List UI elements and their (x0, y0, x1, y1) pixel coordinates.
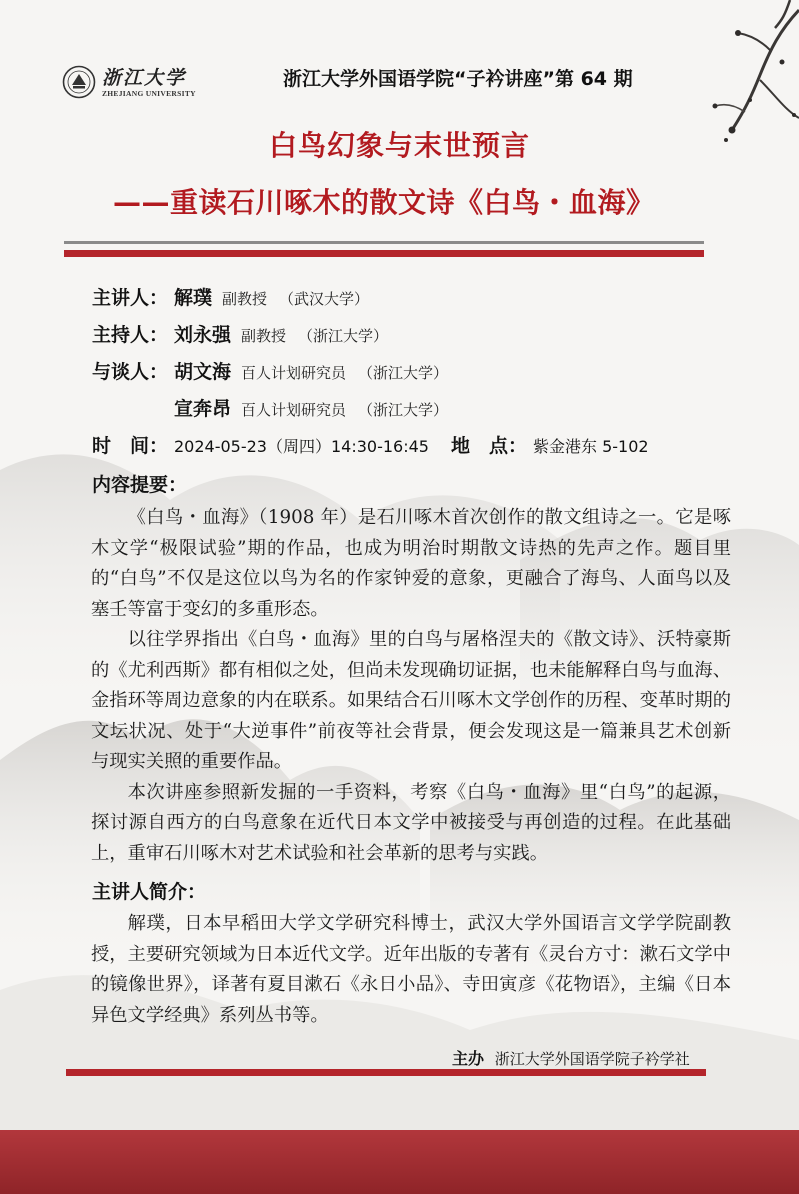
university-logo (62, 62, 212, 102)
divider-thin (64, 241, 704, 244)
bio-heading: 主讲人简介： (92, 881, 207, 903)
person-name: 刘永强 (174, 324, 232, 346)
person-institution: （浙江大学） (358, 364, 449, 382)
person-title: 副教授 (222, 290, 268, 308)
organizer-label: 主办 (452, 1049, 485, 1068)
abstract-paragraph: 以往学界指出《白鸟・血海》里的白鸟与屠格涅夫的《散文诗》、沃特豪斯的《尤利西斯》都有相似之处，但尚未发现确切证据，也未能解释白鸟与血海、金指环等周边意象的内在联系。如果结合石川啄木文学创作的历程、变革时期的文坛状况、处于“大逆事件”前夜等社会背景，便会发现这是一篇兼具艺术创新与现实关照的重要作品。 (91, 629, 731, 772)
abstract-body (91, 503, 731, 869)
person-institution: （武汉大学） (279, 290, 370, 308)
organizer-line (452, 1046, 690, 1069)
person-title: 百人计划研究员 (241, 401, 347, 419)
person-title: 副教授 (241, 327, 287, 345)
divider-red-bottom (66, 1069, 706, 1076)
abstract-heading: 内容提要： (92, 474, 188, 496)
time-value: 2024-05-23（周四）14:30-16:45 (174, 437, 429, 456)
university-seal-icon (62, 65, 96, 99)
person-role-label: 主讲人： (92, 287, 169, 309)
lecture-subtitle: ——重读石川啄木的散文诗《白鸟・血海》 (113, 186, 655, 219)
person-row-host (92, 320, 772, 357)
person-name: 胡文海 (174, 361, 232, 383)
bio-body (91, 909, 731, 1031)
bio-paragraph: 解璞，日本早稻田大学文学研究科博士，武汉大学外国语言文学学院副教授，主要研究领域为日本近代文学。近年出版的专著有《灵台方寸：漱石文学中的镜像世界》，译著有夏目漱石《永日小品》、寺田寅彦《花物语》，主编《日本异色文学经典》系列丛书等。 (91, 913, 731, 1026)
person-row-discussant (92, 394, 772, 431)
bottom-color-band (0, 1130, 799, 1194)
person-institution: （浙江大学） (358, 401, 449, 419)
person-name: 解璞 (174, 287, 213, 309)
schedule-row (92, 431, 772, 468)
person-title: 百人计划研究员 (241, 364, 347, 382)
lecture-series-title: 浙江大学外国语学院“子衿讲座”第 64 期 (283, 68, 633, 90)
person-institution: （浙江大学） (298, 327, 389, 345)
abstract-paragraph: 本次讲座参照新发掘的一手资料，考察《白鸟・血海》里“白鸟”的起源，探讨源自西方的白鸟意象在近代日本文学中被接受与再创造的过程。在此基础上，重审石川啄木对艺术试验和社会革新的思考与实践。 (91, 781, 731, 864)
time-label: 时 间： (92, 435, 169, 457)
organizer-name: 浙江大学外国语学院子衿学社 (494, 1050, 690, 1068)
person-name: 宣奔昂 (174, 398, 232, 420)
abstract-paragraph: 《白鸟・血海》（1908 年）是石川啄木首次创作的散文组诗之一。它是啄木文学“极限试验”期的作品，也成为明治时期散文诗热的先声之作。题目里的“白鸟”不仅是这位以鸟为名的作家钟爱的意象，更融合了海鸟、人面鸟以及塞壬等富于变幻的多重形态。 (91, 507, 731, 620)
place-value: 紫金港东 5-102 (533, 437, 649, 456)
person-row-discussant (92, 357, 772, 394)
divider-red (64, 250, 704, 257)
logo-english-name: ZHEJIANG UNIVERSITY (102, 88, 196, 98)
logo-chinese-name: 浙江大学 (102, 66, 187, 89)
lecture-main-title: 白鸟幻象与末世预言 (268, 129, 530, 162)
speaker-list (92, 283, 772, 468)
person-role-label: 主持人： (92, 324, 169, 346)
place-label: 地 点： (450, 435, 527, 457)
person-row-speaker (92, 283, 772, 320)
person-role-label: 与谈人： (92, 361, 169, 383)
